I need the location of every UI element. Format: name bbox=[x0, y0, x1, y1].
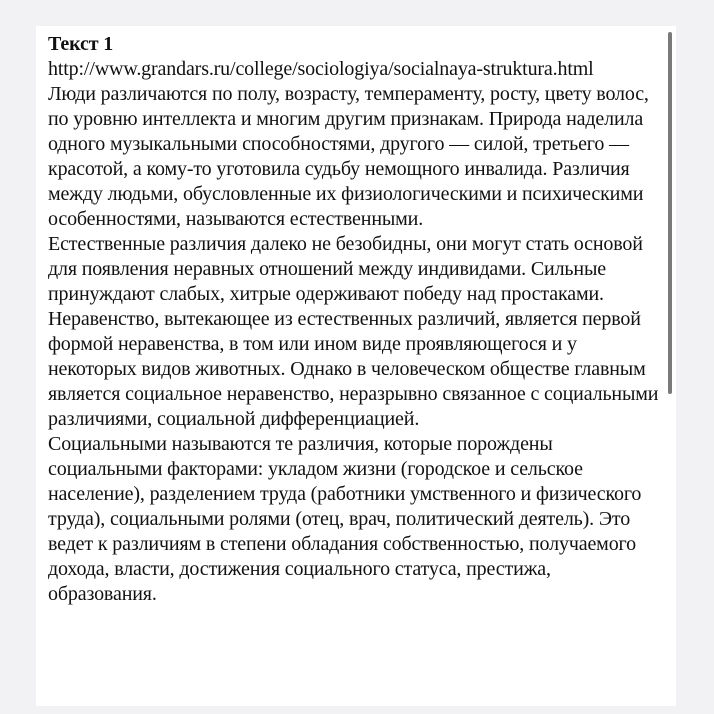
source-url: http://www.grandars.ru/college/sociologiya/socialnaya-struktura.html bbox=[48, 58, 594, 80]
paragraph-social-differences: Социальными называются те различия, которые порождены социальными факторами: укладом жизни (городское и сельское население), разделением труда (работники умственного и физического труда), социальными ролями (отец, врач, политический деятель). Это ведет к различиям в степени обладания собственностью, получаемого дохода, власти, достижения социального статуса, престижа, образования. bbox=[48, 433, 642, 605]
paragraph-natural-differences: Люди различаются по полу, возрасту, темпераменту, росту, цвету волос, по уровню интеллекта и многим другим признакам. Природа наделила одного музыкальными способностями, другого — силой, третьего — красотой, а кому-то уготовила судьбу немощного инвалида. Различия между людьми, обусловленные их физиологическими и психическими особенностями, называются естественными. bbox=[48, 83, 649, 230]
vertical-scrollbar[interactable] bbox=[668, 32, 672, 394]
document-viewport[interactable] bbox=[36, 26, 676, 706]
paragraph-natural-inequality: Естественные различия далеко не безобидны, они могут стать основой для появления неравных отношений между индивидами. Сильные принуждают слабых, хитрые одерживают победу над простаками. Неравенство, вытекающее из естественных различий, является первой формой неравенства, в том или ином виде проявляющегося и у некоторых видов животных. Однако в человеческом обществе главным является социальное неравенство, неразрывно связанное с социальными различиями, социальной дифференциацией. bbox=[48, 233, 659, 430]
document-title: Текст 1 bbox=[48, 33, 114, 55]
document-content bbox=[48, 32, 660, 607]
